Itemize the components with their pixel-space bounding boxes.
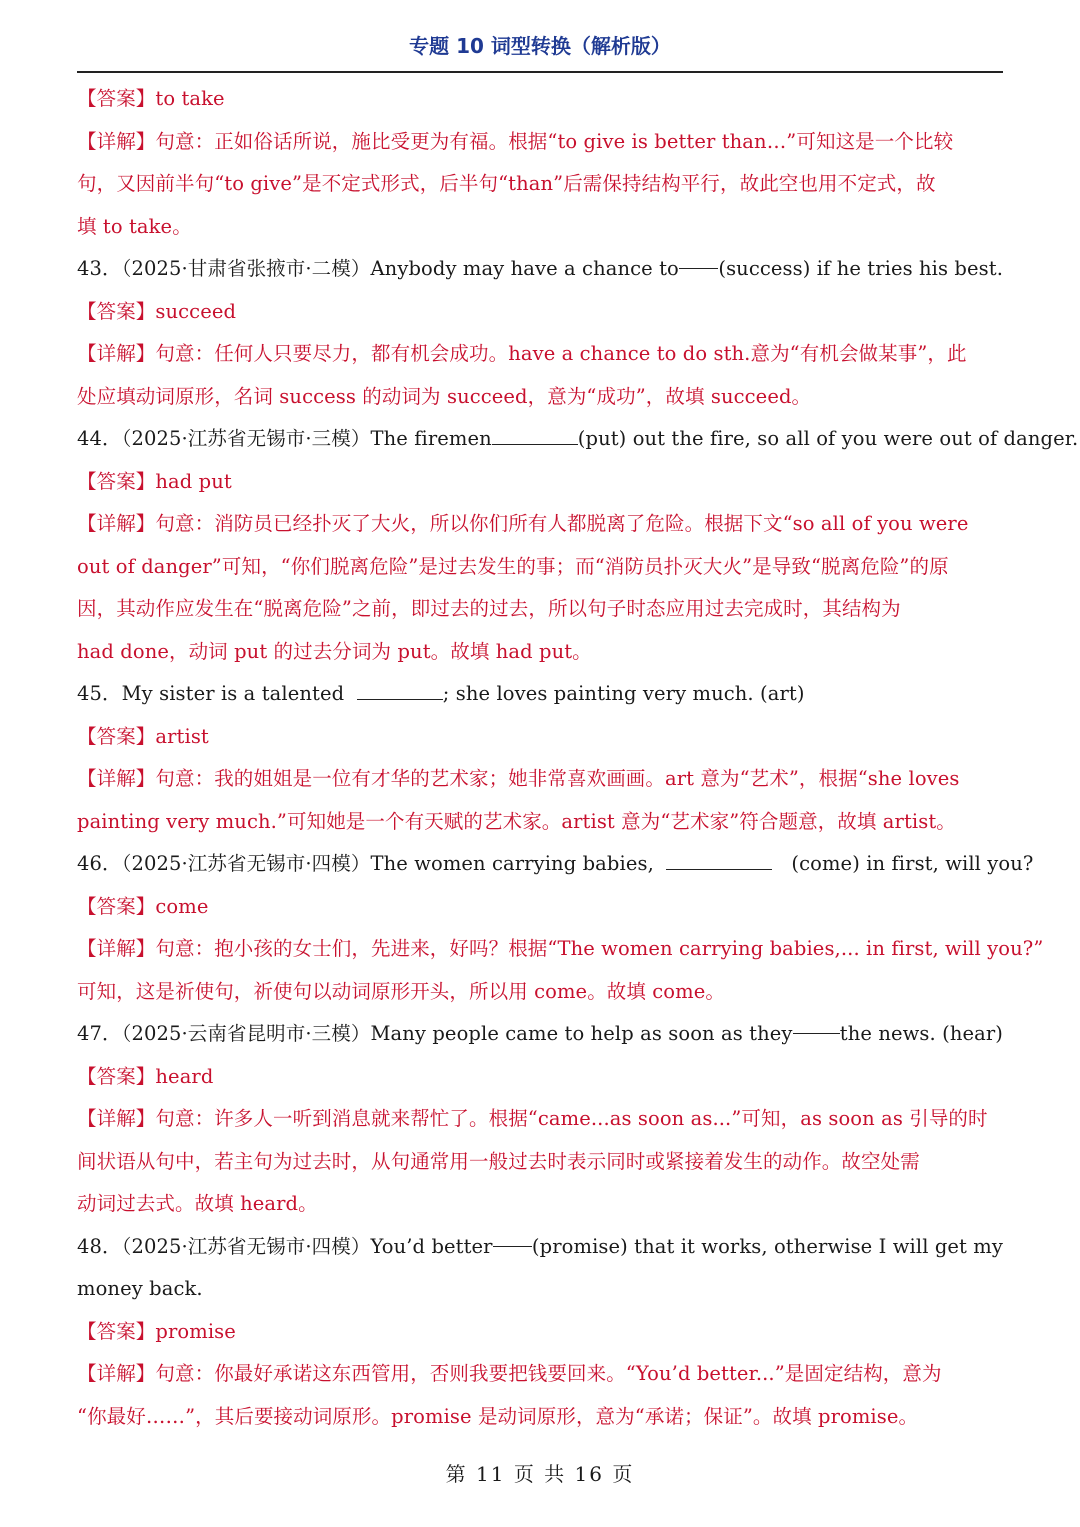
detail-47-line-3: 动词过去式。故填 heard。 xyxy=(77,1192,318,1215)
page-number-footer: 第 11 页 共 16 页 xyxy=(445,1462,635,1486)
question-45-prefix: 45．My sister is a talented xyxy=(77,682,345,705)
detail-48-line-1: 【详解】句意：你最好承诺这东西管用，否则我要把钱要回来。“You’d better...”是固定结构，意为 xyxy=(77,1362,942,1385)
detail-44-line-4: had done，动词 put 的过去分词为 put。故填 had put。 xyxy=(77,639,592,663)
detail-46-line-1: 【详解】句意：抱小孩的女士们，先进来，好吗？根据“The women carrying babies,... in first, will you?” xyxy=(77,937,1044,960)
detail-42-line-1: 【详解】句意：正如俗话所说，施比受更为有福。根据“to give is better than…”可知这是一个比较 xyxy=(77,129,954,153)
question-43-suffix: (success) if he tries his best. xyxy=(718,257,1003,280)
answer-46: 【答案】come xyxy=(77,894,209,918)
detail-42-line-2: 句，又因前半句“to give”是不定式形式，后半句“than”后需保持结构平行，故此空也用不定式，故 xyxy=(77,172,936,195)
question-48-suffix: (promise) that it works, otherwise I will get my xyxy=(531,1234,1003,1258)
answer-44: 【答案】had put xyxy=(77,469,232,493)
question-48-continuation: money back. xyxy=(77,1277,203,1300)
question-45-suffix: ; she loves painting very much. (art) xyxy=(442,682,805,705)
detail-44-line-2: out of danger”可知，“你们脱离危险”是过去发生的事；而“消防员扑灭大火”是导致“脱离危险”的原 xyxy=(77,554,949,578)
question-44-suffix: (put) out the fire, so all of you were out of danger. xyxy=(577,427,1079,450)
exercise-content xyxy=(77,78,1079,1438)
question-47-suffix: the news. (hear) xyxy=(839,1022,1003,1045)
question-47 xyxy=(77,1013,1003,1056)
question-43-prefix: 43．（2025·甘肃省张掖市·二模）Anybody may have a chance to xyxy=(77,257,679,280)
answer-45: 【答案】artist xyxy=(77,724,209,748)
question-48-prefix: 48．（2025·江苏省无锡市·四模）You’d better xyxy=(77,1234,493,1258)
question-48 xyxy=(77,1226,1003,1269)
question-44-prefix: 44．（2025·江苏省无锡市·三模）The firemen xyxy=(77,427,492,450)
answer-blank-48 xyxy=(493,1226,532,1247)
answer-blank-43 xyxy=(679,248,719,269)
question-47-prefix: 47．（2025·云南省昆明市·三模）Many people came to help as soon as they xyxy=(77,1022,793,1045)
detail-43-line-1: 【详解】句意：任何人只要尽力，都有机会成功。have a chance to do sth.意为“有机会做某事”，此 xyxy=(77,342,967,365)
detail-44-line-1: 【详解】句意：消防员已经扑灭了大火，所以你们所有人都脱离了危险。根据下文“so all of you were xyxy=(77,512,969,535)
answer-48: 【答案】promise xyxy=(77,1319,236,1343)
page-header-title: 专题 10 词型转换（解析版） xyxy=(409,34,671,58)
detail-46-line-2: 可知，这是祈使句，祈使句以动词原形开头，所以用 come。故填 come。 xyxy=(77,979,725,1003)
detail-42-line-3: 填 to take。 xyxy=(77,214,192,238)
detail-45-line-1: 【详解】句意：我的姐姐是一位有才华的艺术家；她非常喜欢画画。art 意为“艺术”，根据“she loves xyxy=(77,767,960,790)
answer-blank-44 xyxy=(492,424,578,445)
detail-47-line-1: 【详解】句意：许多人一听到消息就来帮忙了。根据“came...as soon as...”可知，as soon as 引导的时 xyxy=(77,1107,988,1130)
question-46-prefix: 46．（2025·江苏省无锡市·四模）The women carrying babies, xyxy=(77,852,654,875)
answer-42: 【答案】to take xyxy=(77,87,225,110)
answer-blank-47 xyxy=(793,1013,840,1034)
detail-43-line-2: 处应填动词原形，名词 success 的动词为 succeed，意为“成功”，故填 succeed。 xyxy=(77,384,812,408)
question-46-suffix: (come) in first, will you? xyxy=(791,852,1034,875)
answer-blank-46 xyxy=(666,849,772,870)
question-44 xyxy=(77,418,1079,461)
detail-48-line-2: “你最好……”，其后要接动词原形。promise 是动词原形，意为“承诺；保证”。故填 promise。 xyxy=(77,1404,919,1428)
answer-blank-45 xyxy=(357,679,443,700)
question-45 xyxy=(77,673,1003,716)
detail-47-line-2: 间状语从句中，若主句为过去时，从句通常用一般过去时表示同时或紧接着发生的动作。故空处需 xyxy=(77,1149,920,1173)
answer-43: 【答案】succeed xyxy=(77,299,237,323)
detail-45-line-2: painting very much.”可知她是一个有天赋的艺术家。artist 意为“艺术家”符合题意，故填 artist。 xyxy=(77,809,956,833)
answer-47: 【答案】heard xyxy=(77,1064,214,1088)
question-43 xyxy=(77,248,1003,291)
question-46 xyxy=(77,843,1034,886)
detail-44-line-3: 因，其动作应发生在“脱离危险”之前，即过去的过去，所以句子时态应用过去完成时，其结构为 xyxy=(77,597,901,620)
header-divider xyxy=(77,71,1003,73)
